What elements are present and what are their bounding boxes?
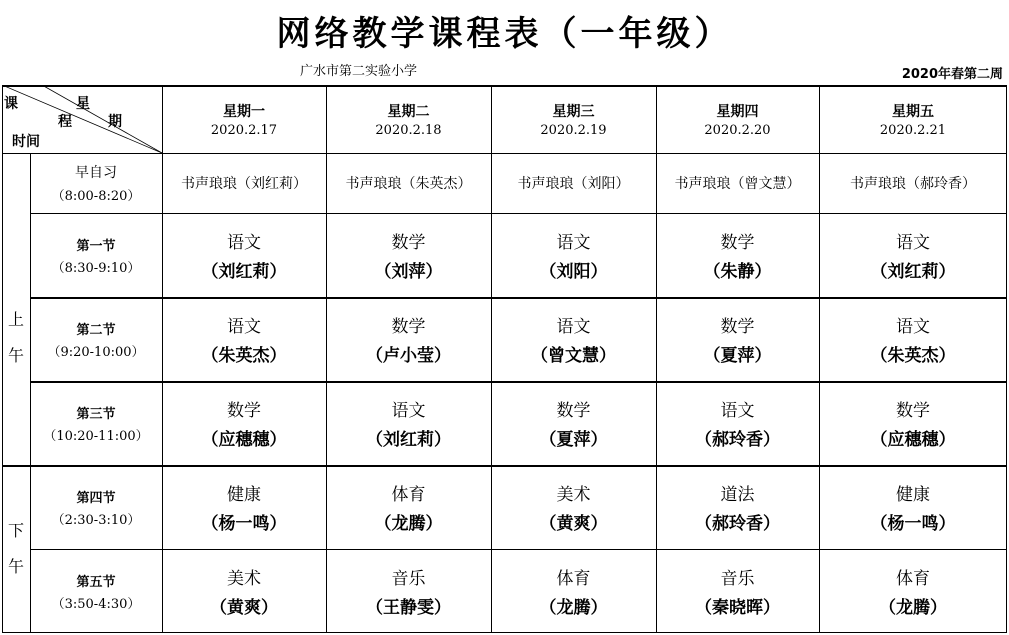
- teacher: （曾文慧）: [531, 346, 616, 366]
- subject: 健康: [227, 485, 261, 505]
- schedule-cell: [326, 465, 491, 549]
- schedule-cell: [819, 549, 1007, 633]
- subject: 语文: [896, 233, 930, 253]
- subject: 语文: [556, 317, 591, 337]
- slot-label: [30, 153, 162, 213]
- corner-diagonals: [2, 85, 162, 153]
- schedule-cell: [656, 549, 819, 633]
- schedule-cell: [491, 465, 656, 549]
- activity: 书声琅琅（曾文慧）: [674, 176, 801, 192]
- subject: 数学: [720, 317, 755, 337]
- teacher: （刘红莉）: [201, 262, 287, 282]
- slot-label: [30, 213, 162, 297]
- subject: 道法: [720, 485, 755, 505]
- corner-shijian: 时间: [12, 134, 40, 150]
- teacher: （秦晓晖）: [695, 598, 780, 618]
- day-header: [162, 85, 326, 153]
- table-border-left: [2, 85, 3, 633]
- day-name: 星期五: [892, 103, 934, 120]
- subject: 数学: [227, 401, 261, 421]
- slot-name: 第五节: [76, 574, 116, 590]
- subject: 体育: [556, 569, 591, 589]
- day-header: [326, 85, 491, 153]
- schedule-cell: [491, 153, 656, 213]
- slot-name: 第二节: [76, 322, 116, 338]
- teacher: （郝玲香）: [695, 514, 780, 534]
- teacher: （杨一鸣）: [870, 514, 956, 534]
- subject: 语文: [556, 233, 591, 253]
- schedule-cell: [326, 297, 491, 381]
- day-date: 2020.2.18: [375, 122, 442, 138]
- subject: 语文: [227, 317, 261, 337]
- schedule-cell: [656, 465, 819, 549]
- subject: 语文: [896, 317, 930, 337]
- slot-time: （8:00-8:20）: [51, 189, 141, 204]
- schedule-cell: [491, 213, 656, 297]
- teacher: （刘红莉）: [870, 262, 956, 282]
- schedule-cell: [491, 297, 656, 381]
- schedule-cell: [326, 213, 491, 297]
- day-header: [656, 85, 819, 153]
- schedule-cell: [162, 465, 326, 549]
- teacher: （郝玲香）: [695, 430, 780, 450]
- slot-label: [30, 465, 162, 549]
- slot-name: 早自习: [75, 165, 117, 181]
- schedule-cell: [656, 213, 819, 297]
- teacher: （卢小莹）: [366, 346, 451, 366]
- subject: 健康: [896, 485, 930, 505]
- subject: 体育: [391, 485, 426, 505]
- schedule-table: [2, 85, 1007, 633]
- teacher: （王静雯）: [366, 598, 451, 618]
- slot-name: 第一节: [76, 238, 116, 254]
- school-name: 广水市第二实验小学: [300, 64, 418, 79]
- schedule-cell: [162, 153, 326, 213]
- teacher: （夏萍）: [539, 430, 608, 450]
- subject: 音乐: [720, 569, 755, 589]
- day-date: 2020.2.17: [210, 122, 278, 138]
- slot-time: （9:20-10:00）: [47, 344, 145, 360]
- schedule-cell: [656, 153, 819, 213]
- subject: 美术: [556, 485, 591, 505]
- teacher: （龙腾）: [539, 598, 608, 618]
- teacher: （杨一鸣）: [201, 514, 287, 534]
- subject: 数学: [720, 233, 755, 253]
- schedule-cell: [819, 153, 1007, 213]
- teacher: （朱静）: [703, 262, 772, 282]
- slot-time: （8:30-9:10）: [51, 260, 141, 276]
- morning-label: 上 午: [7, 310, 24, 365]
- activity: 书声琅琅（朱英杰）: [345, 176, 472, 192]
- corner-qi: 期: [108, 114, 122, 130]
- afternoon-label: 下 午: [7, 521, 24, 576]
- slot-label: [30, 549, 162, 633]
- slot-name: 第三节: [76, 406, 116, 422]
- schedule-cell: [656, 381, 819, 465]
- day-header: [491, 85, 656, 153]
- schedule-cell: [819, 297, 1007, 381]
- subject: 音乐: [391, 569, 426, 589]
- subject: 数学: [391, 233, 426, 253]
- teacher: （黄爽）: [539, 514, 608, 534]
- schedule-cell: [162, 549, 326, 633]
- day-date: 2020.2.21: [879, 122, 947, 138]
- schedule-cell: [819, 381, 1007, 465]
- teacher: （刘阳）: [539, 262, 608, 282]
- teacher: （刘红莉）: [366, 430, 451, 450]
- day-header: [819, 85, 1007, 153]
- schedule-cell: [162, 381, 326, 465]
- week-label: 2020年春第二周: [901, 67, 1003, 82]
- schedule-cell: [162, 213, 326, 297]
- page-title: 网络教学课程表（一年级）: [276, 14, 733, 54]
- subject: 语文: [720, 401, 755, 421]
- day-name: 星期二: [387, 103, 430, 120]
- subject: 数学: [556, 401, 591, 421]
- day-name: 星期三: [552, 103, 595, 120]
- subject: 数学: [391, 317, 426, 337]
- teacher: （刘萍）: [374, 262, 443, 282]
- schedule-cell: [656, 297, 819, 381]
- schedule-cell: [491, 381, 656, 465]
- activity: 书声琅琅（刘红莉）: [181, 176, 307, 192]
- day-name: 星期四: [716, 103, 759, 120]
- schedule-cell: [819, 465, 1007, 549]
- subject: 体育: [896, 569, 930, 589]
- slot-name: 第四节: [76, 490, 116, 506]
- slot-time: （2:30-3:10）: [51, 512, 141, 528]
- subject: 语文: [227, 233, 261, 253]
- teacher: （龙腾）: [374, 514, 443, 534]
- schedule-cell: [491, 549, 656, 633]
- teacher: （黄爽）: [210, 598, 278, 618]
- day-date: 2020.2.19: [540, 122, 607, 138]
- teacher: （应穗穗）: [201, 430, 287, 450]
- activity: 书声琅琅（郝玲香）: [850, 176, 976, 192]
- teacher: （夏萍）: [703, 346, 772, 366]
- slot-time: （10:20-11:00）: [43, 428, 149, 444]
- schedule-cell: [326, 549, 491, 633]
- day-name: 星期一: [223, 103, 265, 120]
- schedule-cell: [162, 297, 326, 381]
- teacher: （朱英杰）: [201, 346, 287, 366]
- slot-label: [30, 381, 162, 465]
- teacher: （应穗穗）: [870, 430, 956, 450]
- schedule-cell: [819, 213, 1007, 297]
- corner-ke: 课: [4, 96, 18, 112]
- corner-cheng: 程: [58, 114, 72, 130]
- teacher: （朱英杰）: [870, 346, 956, 366]
- day-date: 2020.2.20: [704, 122, 771, 138]
- subject: 美术: [227, 569, 261, 589]
- slot-label: [30, 297, 162, 381]
- corner-xing: 星: [76, 96, 90, 112]
- subject: 数学: [896, 401, 930, 421]
- schedule-cell: [326, 381, 491, 465]
- subject: 语文: [391, 401, 426, 421]
- slot-time: （3:50-4:30）: [51, 596, 141, 612]
- activity: 书声琅琅（刘阳）: [517, 176, 630, 192]
- schedule-cell: [326, 153, 491, 213]
- teacher: （龙腾）: [879, 598, 947, 618]
